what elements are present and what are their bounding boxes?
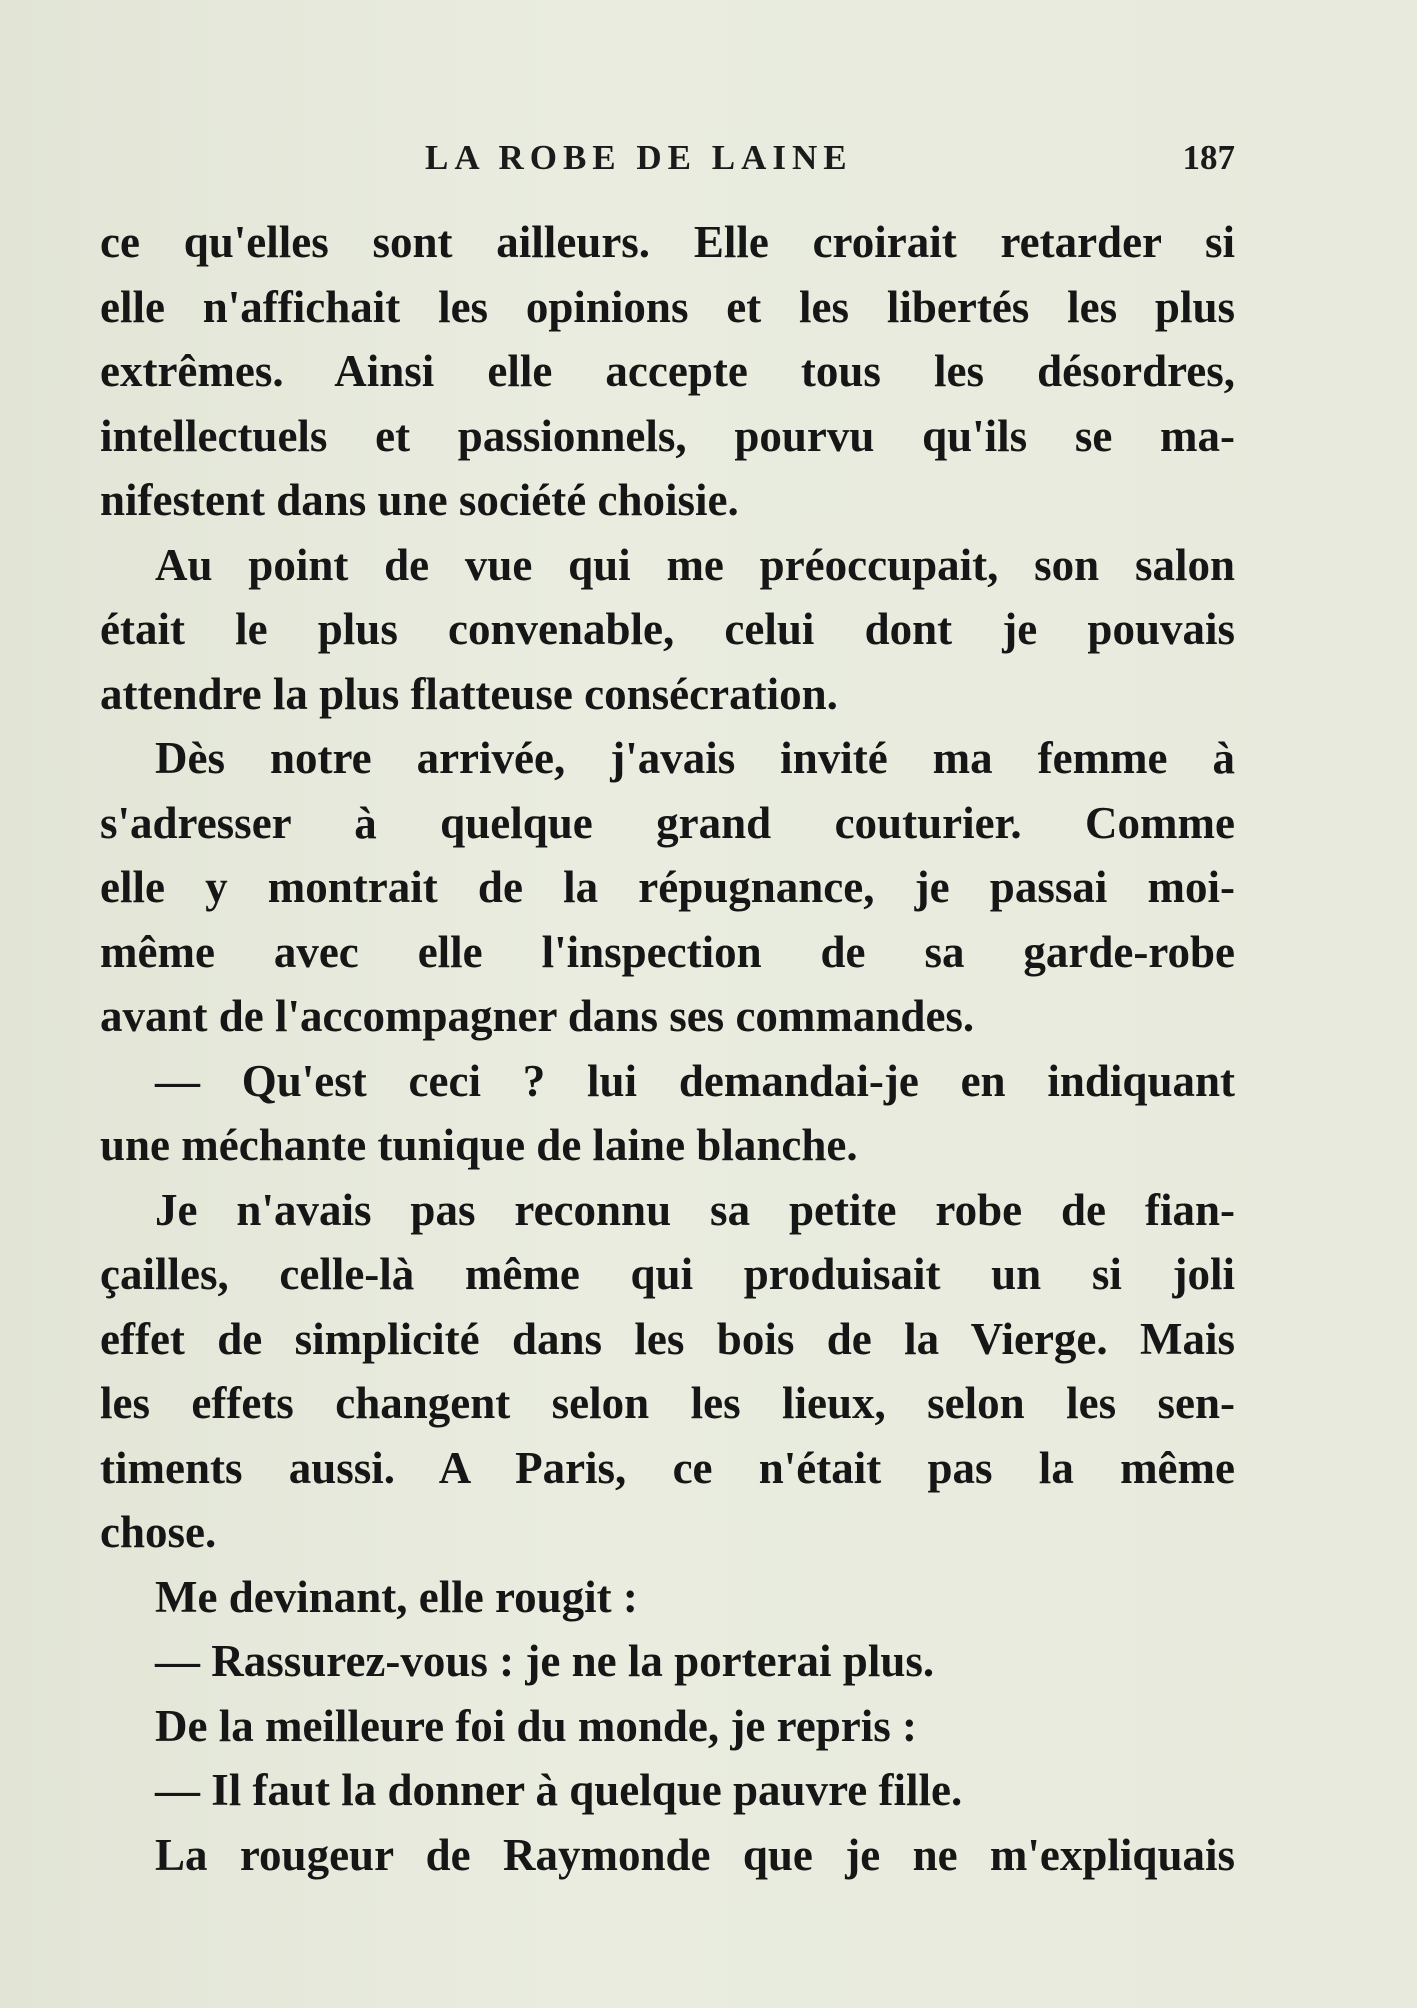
text-line: — Il faut la donner à quelque pauvre fille.: [155, 1765, 963, 1815]
text-line: attendre la plus flatteuse consécration.: [100, 668, 838, 719]
text-line: Me devinant, elle rougit :: [155, 1571, 638, 1622]
text-line: De la meilleure foi du monde, je repris :: [155, 1700, 917, 1751]
text-line: La rougeur de Raymonde que je ne m'expliquais: [155, 1829, 1235, 1880]
text-line: avant de l'accompagner dans ses commandes.: [100, 991, 975, 1041]
text-line: s'adresser à quelque grand couturier. Comme: [100, 797, 1235, 848]
page-number: 187: [1182, 138, 1235, 177]
text-line: Dès notre arrivée, j'avais invité ma femme à: [155, 733, 1235, 783]
text-line: — Rassurez-vous : je ne la porterai plus.: [155, 1636, 935, 1686]
running-title: LA ROBE DE LAINE: [425, 138, 853, 177]
text-line: elle n'affichait les opinions et les libertés les plus: [100, 281, 1235, 332]
text-line: chose.: [100, 1507, 217, 1557]
text-line: ce qu'elles sont ailleurs. Elle croirait retarder si: [100, 217, 1235, 267]
text-line: timents aussi. A Paris, ce n'était pas la même: [100, 1442, 1235, 1493]
text-line: çailles, celle-là même qui produisait un si joli: [100, 1249, 1235, 1299]
text-line: intellectuels et passionnels, pourvu qu'ils se ma-: [100, 410, 1235, 461]
text-line: Au point de vue qui me préoccupait, son salon: [155, 539, 1235, 590]
text-line: Je n'avais pas reconnu sa petite robe de fian-: [155, 1184, 1235, 1235]
text-line: était le plus convenable, celui dont je pouvais: [100, 604, 1235, 654]
text-line: extrêmes. Ainsi elle accepte tous les désordres,: [100, 346, 1235, 396]
body-text: [100, 210, 1235, 1887]
running-header: [100, 138, 1235, 182]
text-line: les effets changent selon les lieux, selon les sen-: [100, 1378, 1235, 1428]
text-line: — Qu'est ceci ? lui demandai-je en indiquant: [155, 1055, 1235, 1106]
text-line: effet de simplicité dans les bois de la Vierge. Mais: [100, 1313, 1235, 1364]
text-line: même avec elle l'inspection de sa garde-robe: [100, 926, 1235, 977]
text-line: elle y montrait de la répugnance, je passai moi-: [100, 862, 1235, 912]
text-line: nifestent dans une société choisie.: [100, 475, 739, 525]
text-line: une méchante tunique de laine blanche.: [100, 1120, 858, 1170]
